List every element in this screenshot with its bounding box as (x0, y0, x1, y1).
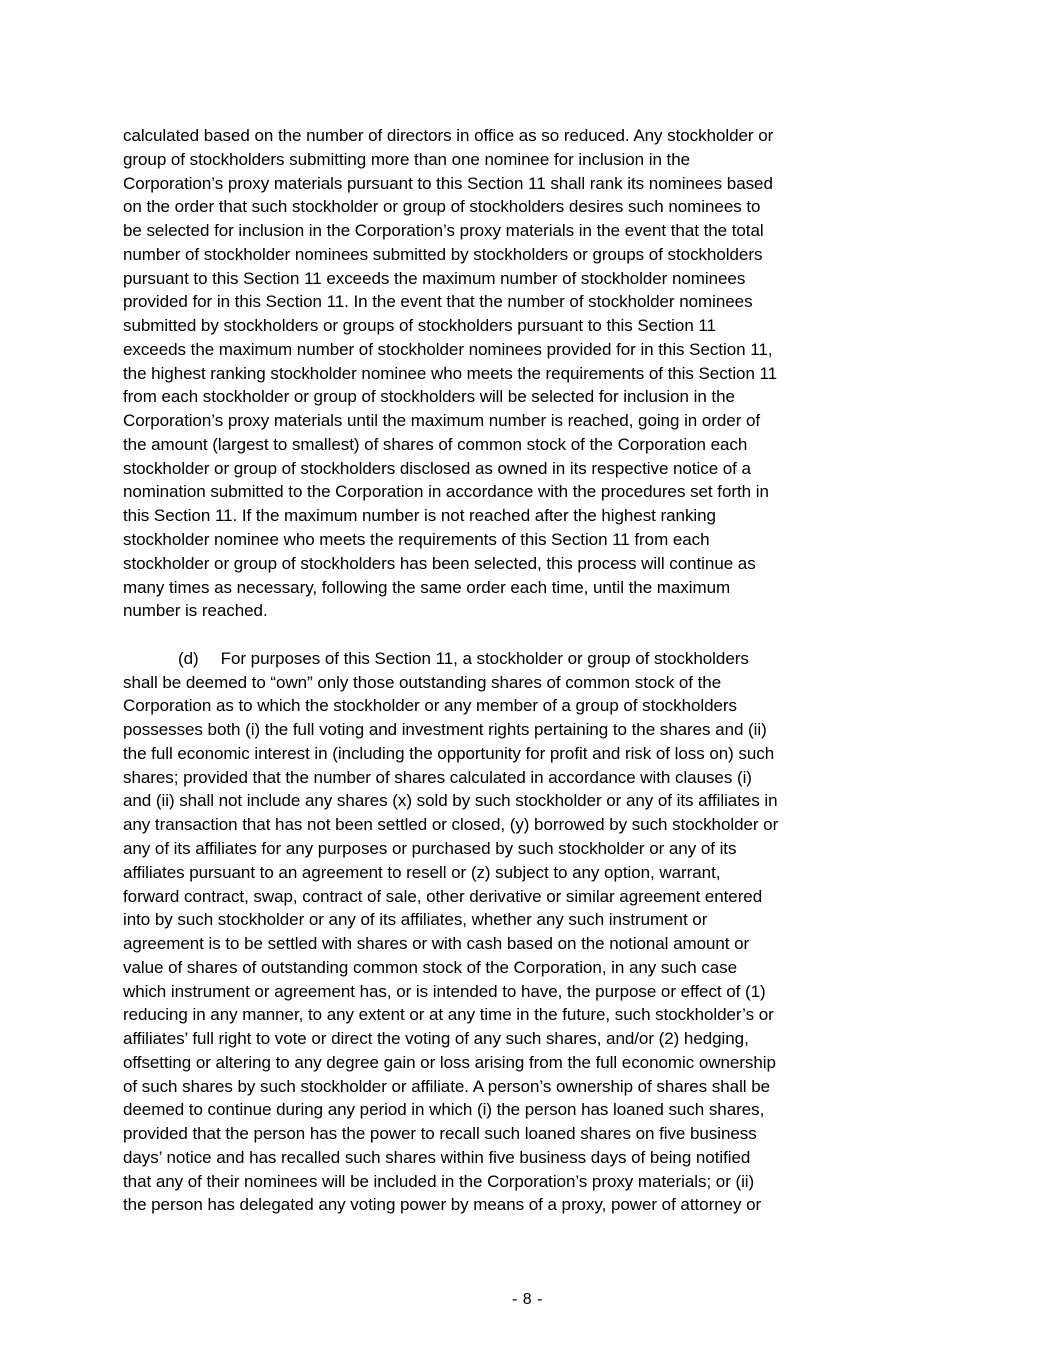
text-line: from each stockholder or group of stockholders will be selected for inclusion in the (123, 387, 735, 407)
text-line: stockholder or group of stockholders disclosed as owned in its respective notice of a (123, 458, 751, 478)
text-line: deemed to continue during any period in which (i) the person has loaned such shares, (123, 1100, 765, 1120)
text-line: value of shares of outstanding common stock of the Corporation, in any such case (123, 957, 738, 977)
text-line: which instrument or agreement has, or is intended to have, the purpose or effect of (1) (123, 981, 766, 1001)
text-line: Corporation as to which the stockholder or any member of a group of stockholders (123, 696, 737, 716)
text-line: stockholder or group of stockholders has been selected, this process will continue as (123, 553, 756, 573)
text-line (123, 647, 935, 671)
text-run: For purposes of this Section 11, a stockholder or group of stockholders (220, 648, 749, 668)
text-line: the full economic interest in (including the opportunity for profit and risk of loss on) such (123, 743, 775, 763)
text-line: the highest ranking stockholder nominee who meets the requirements of this Section 11 (123, 363, 778, 383)
text-line: this Section 11. If the maximum number is not reached after the highest ranking (123, 506, 716, 526)
text-line: on the order that such stockholder or group of stockholders desires such nominees to (123, 197, 761, 217)
text-line: many times as necessary, following the same order each time, until the maximum (123, 577, 731, 597)
paragraph (123, 124, 935, 623)
text-line: Corporation’s proxy materials pursuant to this Section 11 shall rank its nominees based (123, 173, 773, 193)
text-line: calculated based on the number of directors in office as so reduced. Any stockholder or (123, 126, 774, 145)
text-line: any of its affiliates for any purposes or purchased by such stockholder or any of its (123, 838, 737, 858)
paragraph (123, 647, 935, 1217)
text-line: stockholder nominee who meets the requirements of this Section 11 from each (123, 530, 710, 550)
text-line: submitted by stockholders or groups of stockholders pursuant to this Section 11 (123, 316, 716, 336)
text-line: provided that the person has the power to recall such loaned shares on five business (123, 1124, 757, 1144)
text-line: any transaction that has not been settled or closed, (y) borrowed by such stockholder or (123, 815, 779, 835)
document-body (123, 124, 935, 1217)
text-line: shares; provided that the number of shares calculated in accordance with clauses (i) (123, 767, 752, 787)
text-line: possesses both (i) the full voting and investment rights pertaining to the shares and (ii) (123, 720, 767, 740)
text-line: that any of their nominees will be included in the Corporation’s proxy materials; or (ii) (123, 1171, 755, 1191)
text-line: number of stockholder nominees submitted by stockholders or groups of stockholders (123, 244, 763, 264)
text-line: nomination submitted to the Corporation in accordance with the procedures set forth in (123, 482, 769, 502)
text-line: number is reached. (123, 601, 268, 621)
text-line: forward contract, swap, contract of sale, other derivative or similar agreement entered (123, 886, 763, 906)
page-number: - 8 - (512, 1291, 543, 1308)
text-line: shall be deemed to “own” only those outstanding shares of common stock of the (123, 672, 722, 692)
text-line: agreement is to be settled with shares or with cash based on the notional amount or (123, 934, 750, 954)
text-line: and (ii) shall not include any shares (x) sold by such stockholder or any of its affiliates in (123, 791, 778, 811)
text-line: of such shares by such stockholder or affiliate. A person’s ownership of shares shall be (123, 1076, 771, 1096)
text-line: reducing in any manner, to any extent or at any time in the future, such stockholder’s or (123, 1005, 774, 1025)
text-line: into by such stockholder or any of its affiliates, whether any such instrument or (123, 910, 708, 930)
text-line: affiliates pursuant to an agreement to resell or (z) subject to any option, warrant, (123, 862, 721, 882)
paragraph-label: (d) (178, 648, 199, 668)
text-line: group of stockholders submitting more than one nominee for inclusion in the (123, 149, 691, 169)
text-line: offsetting or altering to any degree gain or loss arising from the full economic ownership (123, 1052, 776, 1072)
text-line: affiliates’ full right to vote or direct the voting of any such shares, and/or (2) hedging, (123, 1029, 749, 1049)
text-line: Corporation’s proxy materials until the maximum number is reached, going in order of (123, 411, 761, 431)
text-line: days’ notice and has recalled such shares within five business days of being notified (123, 1147, 751, 1167)
text-line: be selected for inclusion in the Corporation’s proxy materials in the event that the total (123, 221, 764, 241)
text-line: the amount (largest to smallest) of shares of common stock of the Corporation each (123, 434, 748, 454)
text-line: the person has delegated any voting power by means of a proxy, power of attorney or (123, 1195, 762, 1215)
text-line: pursuant to this Section 11 exceeds the maximum number of stockholder nominees (123, 268, 746, 288)
text-line: exceeds the maximum number of stockholder nominees provided for in this Section 11, (123, 339, 773, 359)
text-line: provided for in this Section 11. In the event that the number of stockholder nominees (123, 292, 753, 312)
